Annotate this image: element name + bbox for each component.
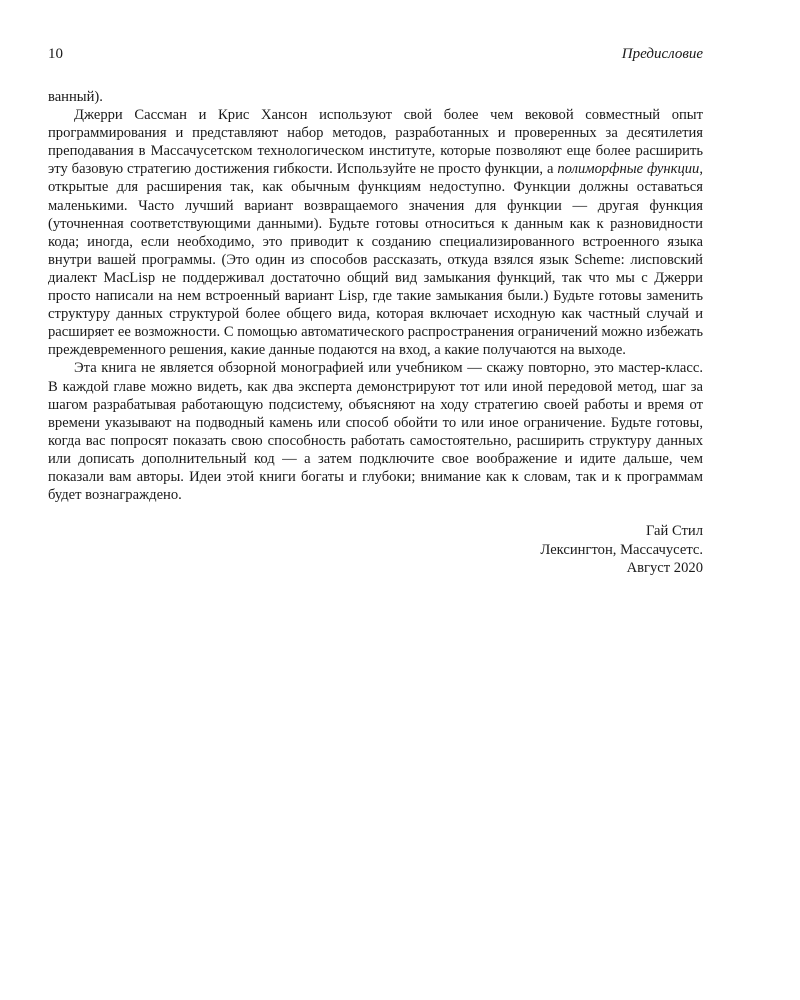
body-text bbox=[48, 88, 703, 504]
paragraph-text: Джерри Сассман и Крис Хансон используют свой более чем вековой совместный опыт программирования и представляют набор методов, разработанных и проверенных за десятилетия преподавания в Массачусетском технологическом институте, которые позволяют еще более расширить эту базовую стратегию достижения гибкости. Используйте не просто функции, а bbox=[48, 107, 703, 178]
running-head bbox=[48, 44, 703, 64]
paragraph-continuation: ванный). bbox=[48, 89, 103, 105]
signature-date: Август 2020 bbox=[626, 560, 703, 577]
paragraph: Эта книга не является обзорной монографией или учебником — скажу повторно, это мастер-класс. В каждой главе можно видеть, как два эксперта демонстрируют тот или иной передовой метод, шаг за шагом разрабатывая работающую подсистему, объясняют на ходу стратегию своей работы и время от времени указывают на подводный камень или способ обойти то или иное ограничение. Будьте готовы, когда вас попросят показать свою способность работать самостоятельно, расширить структуру данных или дописать дополнительный код — а затем подключите свое воображение и идите дальше, чем показали вам авторы. Идеи этой книги богаты и глубоки; внимание как к словам, так и к программам будет вознаграждено. bbox=[48, 360, 703, 504]
paragraph bbox=[48, 106, 703, 359]
section-title: Предисловие bbox=[621, 46, 703, 62]
paragraph-text: , открытые для расширения так, как обычным функциям недоступно. Функции должны оставаться маленькими. Часто лучший вариант возвращаемого значения для функции — другая функция (уточненная соответствующими данными). Будьте готовы относиться к данным как к разновидности кода; иногда, если необходимо, это приводит к созданию специализированного встроенного языка внутри вашей программы. (Это один из способов рассказать, откуда взялся язык Scheme: лисповский диалект MacLisp не поддерживал достаточно общий вид замыкания функций, так что мы с Джерри просто написали на нем встроенный вариант Lisp, где такие замыкания были.) Будьте готовы заменить структуру данных структурой более общего вида, которая включает исходную как частный случай и расширяет ее возможности. С помощью автоматического распространения ограничений можно избежать преждевременного решения, какие данные подаются на вход, а какие получаются на выходе. bbox=[48, 161, 704, 359]
signature-block bbox=[48, 522, 703, 578]
signature-place: Лексингтон, Массачусетс. bbox=[540, 541, 703, 558]
page-number: 10 bbox=[48, 46, 63, 62]
emphasis-text: полиморфные функции bbox=[557, 161, 700, 178]
author-name: Гай Стил bbox=[645, 523, 703, 540]
